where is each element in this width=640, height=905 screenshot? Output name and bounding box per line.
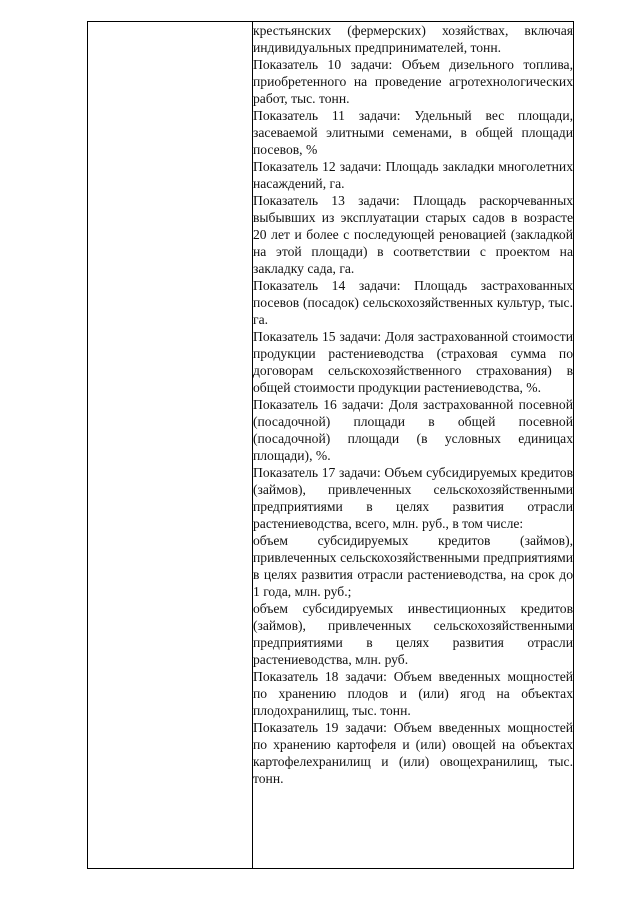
indicator-14: Показатель 14 задачи: Площадь застрахованных посевов (посадок) сельскохозяйственных культур, тыс. га. <box>253 278 573 327</box>
empty-left-cell <box>88 22 253 869</box>
indicator-13: Показатель 13 задачи: Площадь раскорчеванных выбывших из эксплуатации старых садов в возрасте 20 лет и более с последующей реновацией (закладкой на этой площади) в соответствии с проектом на закладку сада, га. <box>253 193 573 276</box>
indicator-17-short-term: объем субсидируемых кредитов (займов), привлеченных сельскохозяйственными предприятиями в целях развития отрасли растениеводства, на срок до 1 года, млн. руб.; <box>253 533 573 599</box>
indicator-17: Показатель 17 задачи: Объем субсидируемых кредитов (займов), привлеченных сельскохозяйственными предприятиями в целях развития отрасли растениеводства, всего, млн. руб., в том числе: <box>253 465 573 531</box>
indicator-11: Показатель 11 задачи: Удельный вес площади, засеваемой элитными семенами, в общей площади посевов, % <box>253 108 573 157</box>
paragraph-continuation: крестьянских (фермерских) хозяйствах, включая индивидуальных предпринимателей, тонн. <box>253 23 573 55</box>
indicator-16: Показатель 16 задачи: Доля застрахованной посевной (посадочной) площади в общей посевной (посадочной) площади (в условных единицах площади), %. <box>253 397 573 463</box>
table-row <box>88 22 574 869</box>
indicator-19: Показатель 19 задачи: Объем введенных мощностей по хранению картофеля и (или) овощей на объектах картофелехранилищ и (или) овощехранилищ, тыс. тонн. <box>253 720 573 786</box>
indicator-18: Показатель 18 задачи: Объем введенных мощностей по хранению плодов и (или) ягод на объектах плодохранилищ, тыс. тонн. <box>253 669 573 718</box>
indicator-15: Показатель 15 задачи: Доля застрахованной стоимости продукции растениеводства (страховая сумма по договорам сельскохозяйственного страхования) в общей стоимости продукции растениеводства, %. <box>253 329 573 395</box>
indicator-table <box>87 21 574 869</box>
indicator-10: Показатель 10 задачи: Объем дизельного топлива, приобретенного на проведение агротехнологических работ, тыс. тонн. <box>253 57 573 106</box>
indicator-12: Показатель 12 задачи: Площадь закладки многолетних насаждений, га. <box>253 159 573 191</box>
indicator-17-investment: объем субсидируемых инвестиционных кредитов (займов), привлеченных сельскохозяйственными предприятиями в целях развития отрасли растениеводства, млн. руб. <box>253 601 573 667</box>
indicators-cell <box>253 22 574 869</box>
